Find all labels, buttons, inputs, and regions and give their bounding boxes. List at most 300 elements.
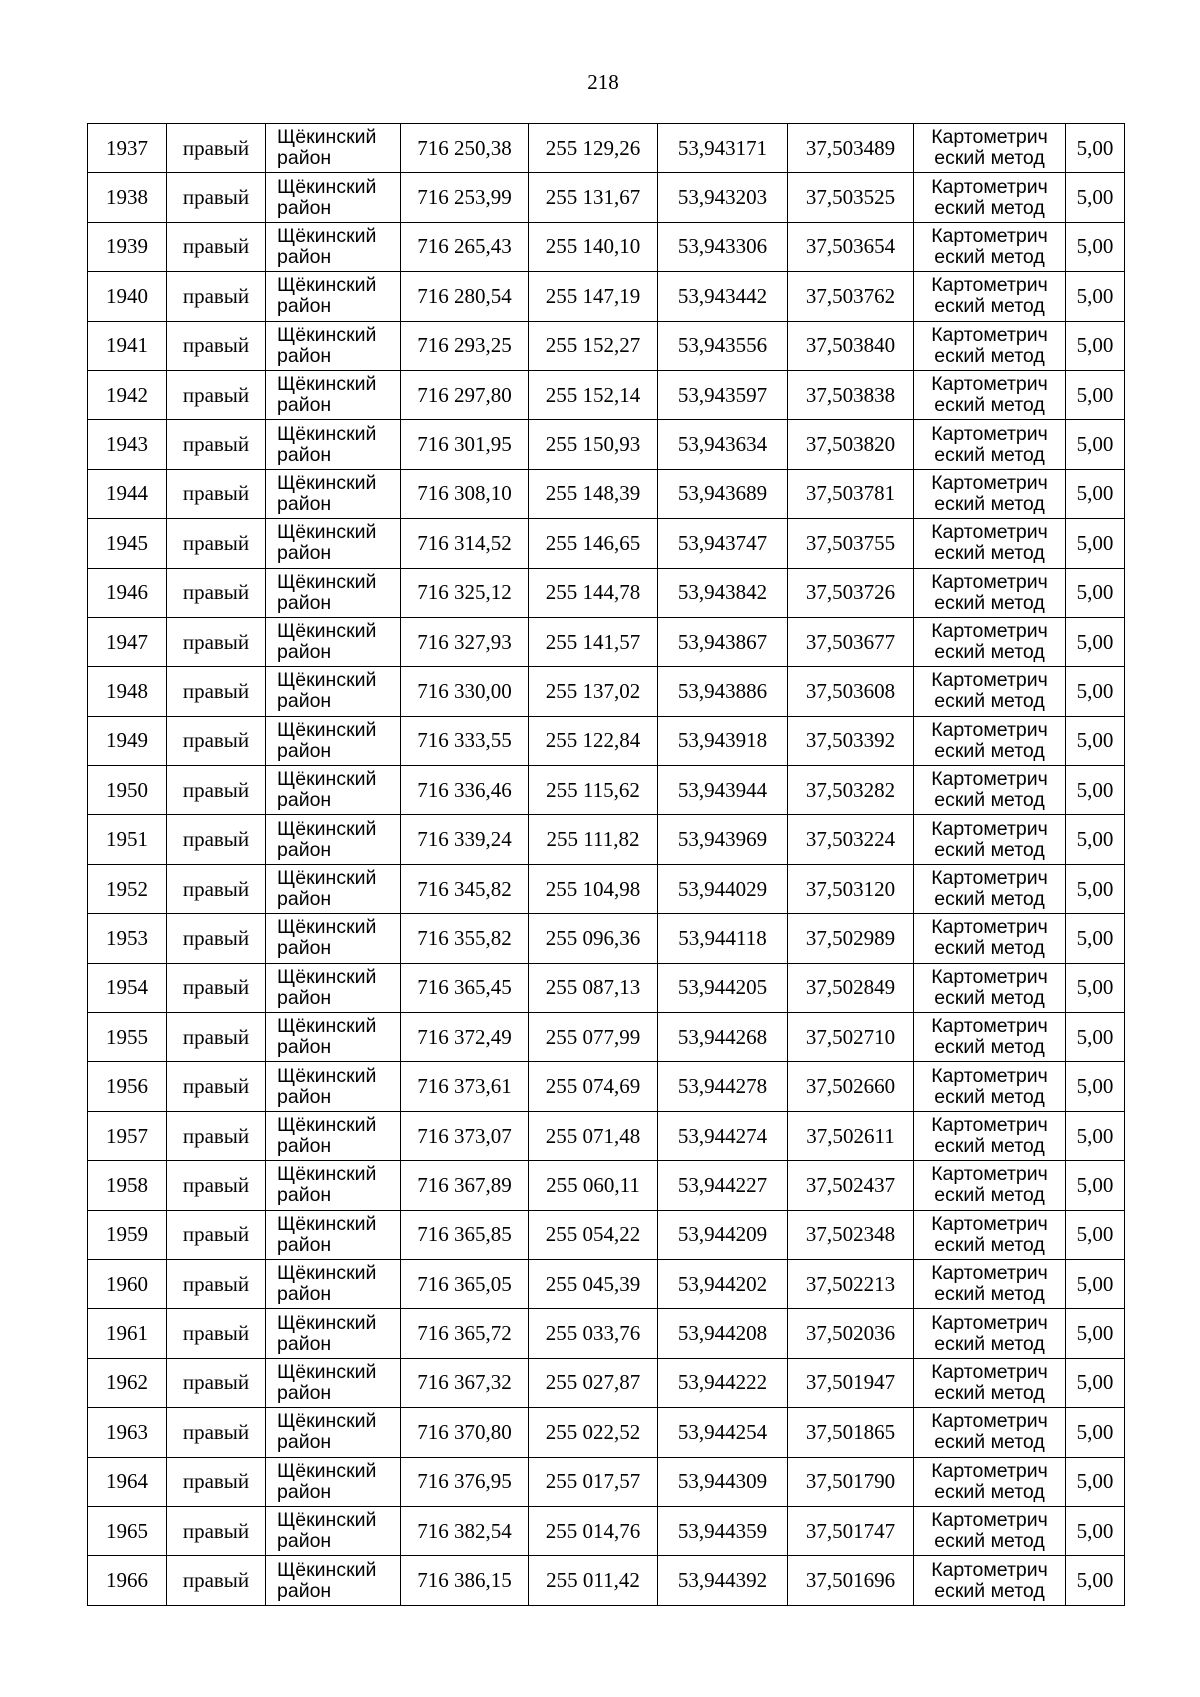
district-cell-line: Щёкинский bbox=[277, 323, 377, 346]
table-row bbox=[88, 1506, 1125, 1555]
longitude-cell: 37,503489 bbox=[788, 124, 914, 173]
district-cell bbox=[266, 1358, 401, 1407]
longitude-cell: 37,502710 bbox=[788, 1013, 914, 1062]
latitude-cell: 53,943944 bbox=[658, 766, 788, 815]
y-coordinate-cell: 255 148,39 bbox=[529, 469, 658, 518]
method-cell bbox=[914, 124, 1066, 173]
district-cell bbox=[266, 222, 401, 271]
bank-side-cell: правый bbox=[167, 519, 266, 568]
method-cell-line: Картометрич bbox=[931, 224, 1048, 247]
method-cell-line: еский метод bbox=[934, 1036, 1045, 1059]
latitude-cell: 53,944392 bbox=[658, 1556, 788, 1605]
y-coordinate-cell: 255 146,65 bbox=[529, 519, 658, 568]
precision-cell: 5,00 bbox=[1066, 667, 1125, 716]
district-cell-line: Щёкинский bbox=[277, 175, 377, 198]
bank-side-cell: правый bbox=[167, 1111, 266, 1160]
x-coordinate-cell: 716 373,07 bbox=[401, 1111, 529, 1160]
district-cell-line: район bbox=[277, 1184, 332, 1207]
district-cell bbox=[266, 716, 401, 765]
method-cell-line: еский метод bbox=[934, 1135, 1045, 1157]
point-number-cell: 1963 bbox=[88, 1408, 167, 1457]
district-cell-line: район bbox=[277, 986, 332, 1009]
bank-side-cell: правый bbox=[167, 1408, 266, 1457]
page-number: 218 bbox=[587, 70, 619, 94]
method-cell bbox=[914, 1506, 1066, 1555]
latitude-cell: 53,944029 bbox=[658, 864, 788, 913]
method-cell-line: Картометрич bbox=[931, 175, 1048, 198]
y-coordinate-cell: 255 054,22 bbox=[529, 1210, 658, 1259]
point-number-cell: 1951 bbox=[88, 815, 167, 864]
y-coordinate-cell: 255 014,76 bbox=[529, 1506, 658, 1555]
precision-cell: 5,00 bbox=[1066, 173, 1125, 222]
table-row bbox=[88, 1210, 1125, 1259]
method-cell-line: еский метод bbox=[934, 937, 1045, 960]
point-number-cell: 1960 bbox=[88, 1259, 167, 1308]
method-cell bbox=[914, 766, 1066, 815]
bank-side-cell: правый bbox=[167, 1210, 266, 1259]
latitude-cell: 53,944274 bbox=[658, 1111, 788, 1160]
table-row bbox=[88, 864, 1125, 913]
method-cell-line: Картометрич bbox=[931, 1360, 1048, 1383]
method-cell-line: Картометрич bbox=[931, 570, 1048, 593]
district-cell-line: район bbox=[277, 1283, 332, 1306]
district-cell-line: Щёкинский bbox=[277, 718, 377, 741]
x-coordinate-cell: 716 339,24 bbox=[401, 815, 529, 864]
longitude-cell: 37,503525 bbox=[788, 173, 914, 222]
method-cell-line: еский метод bbox=[934, 295, 1045, 318]
y-coordinate-cell: 255 077,99 bbox=[529, 1013, 658, 1062]
point-number-cell: 1939 bbox=[88, 222, 167, 271]
precision-cell: 5,00 bbox=[1066, 864, 1125, 913]
district-cell bbox=[266, 420, 401, 469]
method-cell bbox=[914, 1161, 1066, 1210]
point-number-cell: 1961 bbox=[88, 1309, 167, 1358]
longitude-cell: 37,503654 bbox=[788, 222, 914, 271]
longitude-cell: 37,503840 bbox=[788, 321, 914, 370]
bank-side-cell: правый bbox=[167, 716, 266, 765]
latitude-cell: 53,943171 bbox=[658, 124, 788, 173]
longitude-cell: 37,503282 bbox=[788, 766, 914, 815]
district-cell-line: район bbox=[277, 1530, 332, 1553]
longitude-cell: 37,503820 bbox=[788, 420, 914, 469]
bank-side-cell: правый bbox=[167, 1161, 266, 1210]
method-cell-line: Картометрич bbox=[931, 274, 1048, 297]
y-coordinate-cell: 255 147,19 bbox=[529, 272, 658, 321]
y-coordinate-cell: 255 033,76 bbox=[529, 1309, 658, 1358]
longitude-cell: 37,502849 bbox=[788, 963, 914, 1012]
method-cell-line: Картометрич bbox=[931, 471, 1048, 494]
method-cell-line: Картометрич bbox=[931, 1262, 1048, 1285]
latitude-cell: 53,943634 bbox=[658, 420, 788, 469]
district-cell-line: район bbox=[277, 1381, 332, 1404]
y-coordinate-cell: 255 141,57 bbox=[529, 617, 658, 666]
method-cell bbox=[914, 667, 1066, 716]
method-cell-line: еский метод bbox=[934, 739, 1045, 762]
precision-cell: 5,00 bbox=[1066, 1506, 1125, 1555]
district-cell bbox=[266, 914, 401, 963]
longitude-cell: 37,503762 bbox=[788, 272, 914, 321]
longitude-cell: 37,501790 bbox=[788, 1457, 914, 1506]
bank-side-cell: правый bbox=[167, 1062, 266, 1111]
point-number-cell: 1952 bbox=[88, 864, 167, 913]
method-cell-line: еский метод bbox=[934, 591, 1045, 614]
point-number-cell: 1964 bbox=[88, 1457, 167, 1506]
district-cell-line: район bbox=[277, 196, 332, 219]
latitude-cell: 53,943556 bbox=[658, 321, 788, 370]
point-number-cell: 1953 bbox=[88, 914, 167, 963]
method-cell-line: еский метод bbox=[934, 443, 1045, 466]
method-cell-line: еский метод bbox=[934, 789, 1045, 812]
point-number-cell: 1938 bbox=[88, 173, 167, 222]
latitude-cell: 53,943918 bbox=[658, 716, 788, 765]
method-cell-line: еский метод bbox=[934, 986, 1045, 1009]
x-coordinate-cell: 716 372,49 bbox=[401, 1013, 529, 1062]
table-row bbox=[88, 1358, 1125, 1407]
y-coordinate-cell: 255 011,42 bbox=[529, 1556, 658, 1605]
x-coordinate-cell: 716 345,82 bbox=[401, 864, 529, 913]
district-cell-line: Щёкинский bbox=[277, 224, 377, 247]
district-cell bbox=[266, 1506, 401, 1555]
district-cell-line: Щёкинский bbox=[277, 373, 377, 396]
longitude-cell: 37,503755 bbox=[788, 519, 914, 568]
method-cell bbox=[914, 1111, 1066, 1160]
latitude-cell: 53,944202 bbox=[658, 1259, 788, 1308]
method-cell bbox=[914, 222, 1066, 271]
bank-side-cell: правый bbox=[167, 667, 266, 716]
district-cell-line: район bbox=[277, 838, 332, 861]
bank-side-cell: правый bbox=[167, 815, 266, 864]
precision-cell: 5,00 bbox=[1066, 1457, 1125, 1506]
x-coordinate-cell: 716 253,99 bbox=[401, 173, 529, 222]
point-number-cell: 1957 bbox=[88, 1111, 167, 1160]
y-coordinate-cell: 255 111,82 bbox=[529, 815, 658, 864]
precision-cell: 5,00 bbox=[1066, 1062, 1125, 1111]
longitude-cell: 37,501865 bbox=[788, 1408, 914, 1457]
method-cell bbox=[914, 1309, 1066, 1358]
point-number-cell: 1959 bbox=[88, 1210, 167, 1259]
longitude-cell: 37,502660 bbox=[788, 1062, 914, 1111]
longitude-cell: 37,502611 bbox=[788, 1111, 914, 1160]
district-cell bbox=[266, 469, 401, 518]
latitude-cell: 53,944268 bbox=[658, 1013, 788, 1062]
table-row bbox=[88, 469, 1125, 518]
district-cell-line: Щёкинский bbox=[277, 965, 377, 988]
bank-side-cell: правый bbox=[167, 420, 266, 469]
district-cell bbox=[266, 1309, 401, 1358]
method-cell-line: еский метод bbox=[934, 1431, 1045, 1454]
point-number-cell: 1949 bbox=[88, 716, 167, 765]
longitude-cell: 37,503608 bbox=[788, 667, 914, 716]
bank-side-cell: правый bbox=[167, 1457, 266, 1506]
district-cell-line: Щёкинский bbox=[277, 1212, 377, 1235]
method-cell-line: Картометрич bbox=[931, 718, 1048, 741]
y-coordinate-cell: 255 131,67 bbox=[529, 173, 658, 222]
method-cell-line: Картометрич bbox=[931, 126, 1048, 149]
method-cell-line: Картометрич bbox=[931, 817, 1048, 840]
y-coordinate-cell: 255 129,26 bbox=[529, 124, 658, 173]
table-row bbox=[88, 1013, 1125, 1062]
district-cell bbox=[266, 1062, 401, 1111]
table-row bbox=[88, 1408, 1125, 1457]
bank-side-cell: правый bbox=[167, 617, 266, 666]
district-cell bbox=[266, 864, 401, 913]
longitude-cell: 37,503726 bbox=[788, 568, 914, 617]
latitude-cell: 53,944209 bbox=[658, 1210, 788, 1259]
point-number-cell: 1962 bbox=[88, 1358, 167, 1407]
district-cell-line: район bbox=[277, 344, 332, 367]
x-coordinate-cell: 716 367,32 bbox=[401, 1358, 529, 1407]
district-cell-line: Щёкинский bbox=[277, 1311, 377, 1334]
longitude-cell: 37,502036 bbox=[788, 1309, 914, 1358]
precision-cell: 5,00 bbox=[1066, 272, 1125, 321]
table-row bbox=[88, 1111, 1125, 1160]
y-coordinate-cell: 255 150,93 bbox=[529, 420, 658, 469]
district-cell-line: Щёкинский bbox=[277, 916, 377, 939]
longitude-cell: 37,503677 bbox=[788, 617, 914, 666]
district-cell bbox=[266, 815, 401, 864]
bank-side-cell: правый bbox=[167, 272, 266, 321]
coordinates-table bbox=[87, 123, 1125, 1606]
district-cell-line: Щёкинский bbox=[277, 471, 377, 494]
x-coordinate-cell: 716 265,43 bbox=[401, 222, 529, 271]
precision-cell: 5,00 bbox=[1066, 766, 1125, 815]
longitude-cell: 37,501747 bbox=[788, 1506, 914, 1555]
precision-cell: 5,00 bbox=[1066, 716, 1125, 765]
latitude-cell: 53,944118 bbox=[658, 914, 788, 963]
y-coordinate-cell: 255 060,11 bbox=[529, 1161, 658, 1210]
table-row bbox=[88, 1161, 1125, 1210]
latitude-cell: 53,944278 bbox=[658, 1062, 788, 1111]
precision-cell: 5,00 bbox=[1066, 1259, 1125, 1308]
method-cell bbox=[914, 864, 1066, 913]
method-cell-line: еский метод bbox=[934, 888, 1045, 911]
district-cell bbox=[266, 667, 401, 716]
bank-side-cell: правый bbox=[167, 1259, 266, 1308]
y-coordinate-cell: 255 096,36 bbox=[529, 914, 658, 963]
method-cell-line: еский метод bbox=[934, 1283, 1045, 1306]
table-row bbox=[88, 815, 1125, 864]
point-number-cell: 1946 bbox=[88, 568, 167, 617]
latitude-cell: 53,943597 bbox=[658, 370, 788, 419]
district-cell bbox=[266, 568, 401, 617]
x-coordinate-cell: 716 370,80 bbox=[401, 1408, 529, 1457]
table-row bbox=[88, 519, 1125, 568]
bank-side-cell: правый bbox=[167, 469, 266, 518]
table-row bbox=[88, 370, 1125, 419]
district-cell-line: район bbox=[277, 147, 332, 170]
precision-cell: 5,00 bbox=[1066, 1309, 1125, 1358]
method-cell-line: Картометрич bbox=[931, 965, 1048, 988]
district-cell-line: район bbox=[277, 1233, 332, 1256]
y-coordinate-cell: 255 144,78 bbox=[529, 568, 658, 617]
district-cell-line: Щёкинский bbox=[277, 570, 377, 593]
district-cell bbox=[266, 173, 401, 222]
table-row bbox=[88, 568, 1125, 617]
district-cell-line: Щёкинский bbox=[277, 620, 377, 643]
method-cell-line: Картометрич bbox=[931, 521, 1048, 544]
bank-side-cell: правый bbox=[167, 1556, 266, 1605]
district-cell bbox=[266, 519, 401, 568]
method-cell-line: Картометрич bbox=[931, 867, 1048, 890]
precision-cell: 5,00 bbox=[1066, 815, 1125, 864]
district-cell-line: район bbox=[277, 245, 332, 268]
district-cell-line: район bbox=[277, 394, 332, 417]
district-cell bbox=[266, 1210, 401, 1259]
district-cell-line: район bbox=[277, 443, 332, 466]
method-cell bbox=[914, 272, 1066, 321]
y-coordinate-cell: 255 122,84 bbox=[529, 716, 658, 765]
method-cell-line: еский метод bbox=[934, 690, 1045, 713]
district-cell-line: район bbox=[277, 1085, 332, 1108]
table-row bbox=[88, 1309, 1125, 1358]
point-number-cell: 1943 bbox=[88, 420, 167, 469]
method-cell-line: Картометрич bbox=[931, 620, 1048, 643]
district-cell-line: Щёкинский bbox=[277, 817, 377, 840]
method-cell-line: Картометрич bbox=[931, 1509, 1048, 1532]
table-row bbox=[88, 667, 1125, 716]
table-row bbox=[88, 272, 1125, 321]
district-cell-line: Щёкинский bbox=[277, 1015, 377, 1038]
table-row bbox=[88, 124, 1125, 173]
precision-cell: 5,00 bbox=[1066, 1358, 1125, 1407]
method-cell-line: Картометрич bbox=[931, 373, 1048, 396]
table-row bbox=[88, 963, 1125, 1012]
district-cell-line: район bbox=[277, 888, 332, 911]
y-coordinate-cell: 255 152,14 bbox=[529, 370, 658, 419]
district-cell bbox=[266, 1408, 401, 1457]
method-cell bbox=[914, 568, 1066, 617]
point-number-cell: 1944 bbox=[88, 469, 167, 518]
bank-side-cell: правый bbox=[167, 568, 266, 617]
precision-cell: 5,00 bbox=[1066, 1013, 1125, 1062]
x-coordinate-cell: 716 365,45 bbox=[401, 963, 529, 1012]
precision-cell: 5,00 bbox=[1066, 1556, 1125, 1605]
district-cell-line: район bbox=[277, 295, 332, 318]
district-cell-line: район bbox=[277, 492, 332, 515]
latitude-cell: 53,943442 bbox=[658, 272, 788, 321]
precision-cell: 5,00 bbox=[1066, 963, 1125, 1012]
precision-cell: 5,00 bbox=[1066, 420, 1125, 469]
latitude-cell: 53,943842 bbox=[658, 568, 788, 617]
bank-side-cell: правый bbox=[167, 1506, 266, 1555]
method-cell-line: Картометрич bbox=[931, 1212, 1048, 1235]
method-cell-line: еский метод bbox=[934, 1579, 1045, 1602]
method-cell-line: Картометрич bbox=[931, 1015, 1048, 1038]
method-cell bbox=[914, 914, 1066, 963]
bank-side-cell: правый bbox=[167, 1309, 266, 1358]
y-coordinate-cell: 255 027,87 bbox=[529, 1358, 658, 1407]
district-cell-line: Щёкинский bbox=[277, 422, 377, 445]
method-cell-line: еский метод bbox=[934, 1480, 1045, 1503]
method-cell-line: Картометрич bbox=[931, 916, 1048, 939]
district-cell bbox=[266, 1556, 401, 1605]
district-cell bbox=[266, 1457, 401, 1506]
district-cell-line: Щёкинский bbox=[277, 1459, 377, 1482]
precision-cell: 5,00 bbox=[1066, 321, 1125, 370]
table-row bbox=[88, 222, 1125, 271]
longitude-cell: 37,503392 bbox=[788, 716, 914, 765]
method-cell-line: еский метод bbox=[934, 196, 1045, 219]
district-cell-line: Щёкинский bbox=[277, 768, 377, 791]
point-number-cell: 1940 bbox=[88, 272, 167, 321]
x-coordinate-cell: 716 301,95 bbox=[401, 420, 529, 469]
district-cell-line: Щёкинский bbox=[277, 669, 377, 692]
latitude-cell: 53,944359 bbox=[658, 1506, 788, 1555]
latitude-cell: 53,944227 bbox=[658, 1161, 788, 1210]
precision-cell: 5,00 bbox=[1066, 617, 1125, 666]
point-number-cell: 1950 bbox=[88, 766, 167, 815]
table-row bbox=[88, 420, 1125, 469]
district-cell-line: район bbox=[277, 1332, 332, 1355]
x-coordinate-cell: 716 250,38 bbox=[401, 124, 529, 173]
y-coordinate-cell: 255 022,52 bbox=[529, 1408, 658, 1457]
y-coordinate-cell: 255 074,69 bbox=[529, 1062, 658, 1111]
method-cell bbox=[914, 1013, 1066, 1062]
district-cell-line: Щёкинский bbox=[277, 1509, 377, 1532]
latitude-cell: 53,944205 bbox=[658, 963, 788, 1012]
district-cell-line: Щёкинский bbox=[277, 1262, 377, 1285]
longitude-cell: 37,502348 bbox=[788, 1210, 914, 1259]
latitude-cell: 53,943689 bbox=[658, 469, 788, 518]
district-cell bbox=[266, 766, 401, 815]
district-cell-line: Щёкинский bbox=[277, 274, 377, 297]
point-number-cell: 1966 bbox=[88, 1556, 167, 1605]
table-row bbox=[88, 716, 1125, 765]
method-cell-line: Картометрич bbox=[931, 422, 1048, 445]
bank-side-cell: правый bbox=[167, 1358, 266, 1407]
latitude-cell: 53,943203 bbox=[658, 173, 788, 222]
method-cell-line: еский метод bbox=[934, 1233, 1045, 1256]
method-cell-line: Картометрич bbox=[931, 669, 1048, 692]
precision-cell: 5,00 bbox=[1066, 914, 1125, 963]
district-cell-line: район bbox=[277, 1431, 332, 1454]
district-cell-line: Щёкинский bbox=[277, 126, 377, 149]
point-number-cell: 1956 bbox=[88, 1062, 167, 1111]
point-number-cell: 1955 bbox=[88, 1013, 167, 1062]
district-cell bbox=[266, 1161, 401, 1210]
y-coordinate-cell: 255 045,39 bbox=[529, 1259, 658, 1308]
method-cell-line: еский метод bbox=[934, 344, 1045, 367]
latitude-cell: 53,944208 bbox=[658, 1309, 788, 1358]
district-cell-line: район bbox=[277, 1480, 332, 1503]
district-cell-line: Щёкинский bbox=[277, 1360, 377, 1383]
y-coordinate-cell: 255 152,27 bbox=[529, 321, 658, 370]
bank-side-cell: правый bbox=[167, 914, 266, 963]
precision-cell: 5,00 bbox=[1066, 370, 1125, 419]
method-cell bbox=[914, 716, 1066, 765]
longitude-cell: 37,503838 bbox=[788, 370, 914, 419]
x-coordinate-cell: 716 355,82 bbox=[401, 914, 529, 963]
table-row bbox=[88, 1556, 1125, 1605]
method-cell bbox=[914, 1457, 1066, 1506]
precision-cell: 5,00 bbox=[1066, 1161, 1125, 1210]
longitude-cell: 37,503781 bbox=[788, 469, 914, 518]
table-row bbox=[88, 321, 1125, 370]
latitude-cell: 53,944254 bbox=[658, 1408, 788, 1457]
x-coordinate-cell: 716 365,85 bbox=[401, 1210, 529, 1259]
district-cell bbox=[266, 124, 401, 173]
method-cell-line: Картометрич bbox=[931, 1114, 1048, 1136]
latitude-cell: 53,944309 bbox=[658, 1457, 788, 1506]
precision-cell: 5,00 bbox=[1066, 222, 1125, 271]
x-coordinate-cell: 716 386,15 bbox=[401, 1556, 529, 1605]
longitude-cell: 37,501947 bbox=[788, 1358, 914, 1407]
y-coordinate-cell: 255 087,13 bbox=[529, 963, 658, 1012]
method-cell-line: Картометрич bbox=[931, 768, 1048, 791]
bank-side-cell: правый bbox=[167, 173, 266, 222]
precision-cell: 5,00 bbox=[1066, 1111, 1125, 1160]
district-cell-line: район bbox=[277, 1135, 332, 1157]
